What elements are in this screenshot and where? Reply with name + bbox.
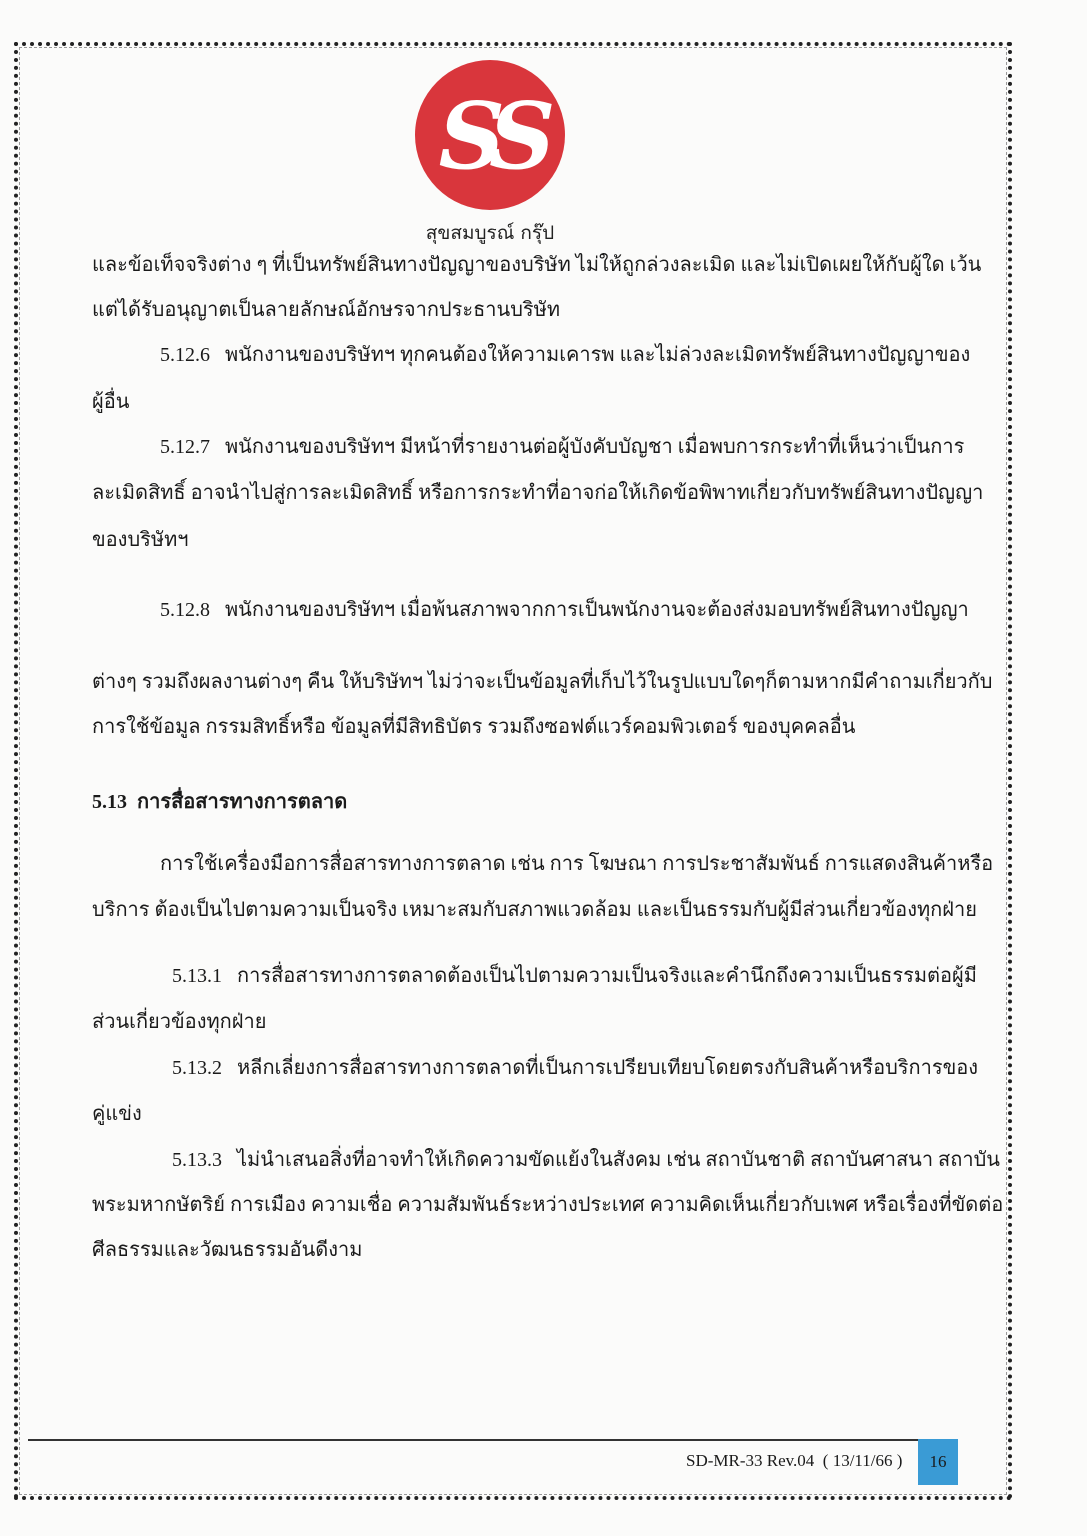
ss-logo-icon <box>415 60 565 210</box>
section-heading-5-13: 5.13 การสื่อสารทางการตลาด <box>92 791 348 813</box>
clause-5-13-2: 5.13.2 หลีกเลี่ยงการสื่อสารทางการตลาดที่เป็นการเปรียบเทียบโดยตรงกับสินค้าหรือบริการของ <box>172 1057 979 1079</box>
text-line: ละเมิดสิทธิ์ อาจนำไปสู่การละเมิดสิทธิ์ หรือการกระทำที่อาจก่อให้เกิดข้อพิพาทเกี่ยวกับทรัพย์สินทางปัญญา <box>92 482 984 504</box>
document-code: SD-MR-33 Rev.04 ( 13/11/66 ) <box>686 1451 903 1470</box>
text-line: ศีลธรรมและวัฒนธรรมอันดีงาม <box>92 1239 363 1261</box>
company-logo <box>415 60 565 210</box>
clause-5-12-6: 5.12.6 พนักงานของบริษัทฯ ทุกคนต้องให้ความเคารพ และไม่ล่วงละเมิดทรัพย์สินทางปัญญาของ <box>160 344 971 366</box>
text-line: พระมหากษัตริย์ การเมือง ความเชื่อ ความสัมพันธ์ระหว่างประเทศ ความคิดเห็นเกี่ยวกับเพศ หรือเรื่องที่ขัดต่อ <box>92 1194 1004 1216</box>
svg-text:SS: SS <box>438 82 542 190</box>
text-line: บริการ ต้องเป็นไปตามความเป็นจริง เหมาะสมกับสภาพแวดล้อม และเป็นธรรมกับผู้มีส่วนเกี่ยวข้องทุกฝ่าย <box>92 899 977 921</box>
clause-5-13-1: 5.13.1 การสื่อสารทางการตลาดต้องเป็นไปตามความเป็นจริงและคำนึกถึงความเป็นธรรมต่อผู้มี <box>172 965 977 987</box>
text-line: และข้อเท็จจริงต่าง ๆ ที่เป็นทรัพย์สินทางปัญญาของบริษัท ไม่ให้ถูกล่วงละเมิด และไม่เปิดเผยให้กับผู้ใด เว้น <box>92 254 982 276</box>
text-line: ผู้อื่น <box>92 391 130 413</box>
clause-5-12-8: 5.12.8 พนักงานของบริษัทฯ เมื่อพ้นสภาพจากการเป็นพนักงานจะต้องส่งมอบทรัพย์สินทางปัญญา <box>160 599 969 621</box>
page-number: 16 <box>918 1439 958 1485</box>
text-line: แต่ได้รับอนุญาตเป็นลายลักษณ์อักษรจากประธานบริษัท <box>92 299 561 321</box>
clause-5-13-3: 5.13.3 ไม่นำเสนอสิ่งที่อาจทำให้เกิดความขัดแย้งในสังคม เช่น สถาบันชาติ สถาบันศาสนา สถาบัน <box>172 1149 1000 1171</box>
text-line: ของบริษัทฯ <box>92 529 189 551</box>
company-name: สุขสมบูรณ์ กรุ๊ป <box>425 222 555 244</box>
clause-5-12-7: 5.12.7 พนักงานของบริษัทฯ มีหน้าที่รายงานต่อผู้บังคับบัญชา เมื่อพบการกระทำที่เห็นว่าเป็นการ <box>160 436 965 458</box>
text-line: การใช้ข้อมูล กรรมสิทธิ์หรือ ข้อมูลที่มีสิทธิบัตร รวมถึงซอฟต์แวร์คอมพิวเตอร์ ของบุคคลอื่น <box>92 716 856 738</box>
text-line: ต่างๆ รวมถึงผลงานต่างๆ คืน ให้บริษัทฯ ไม่ว่าจะเป็นข้อมูลที่เก็บไว้ในรูปแบบใดๆก็ตามหากมีคำถามเกี่ยวกับ <box>92 671 993 693</box>
text-line: ส่วนเกี่ยวข้องทุกฝ่าย <box>92 1011 267 1033</box>
text-line: การใช้เครื่องมือการสื่อสารทางการตลาด เช่น การ โฆษณา การประชาสัมพันธ์ การแสดงสินค้าหรือ <box>160 853 994 875</box>
footer-divider <box>28 1439 958 1441</box>
text-line: คู่แข่ง <box>92 1103 142 1125</box>
